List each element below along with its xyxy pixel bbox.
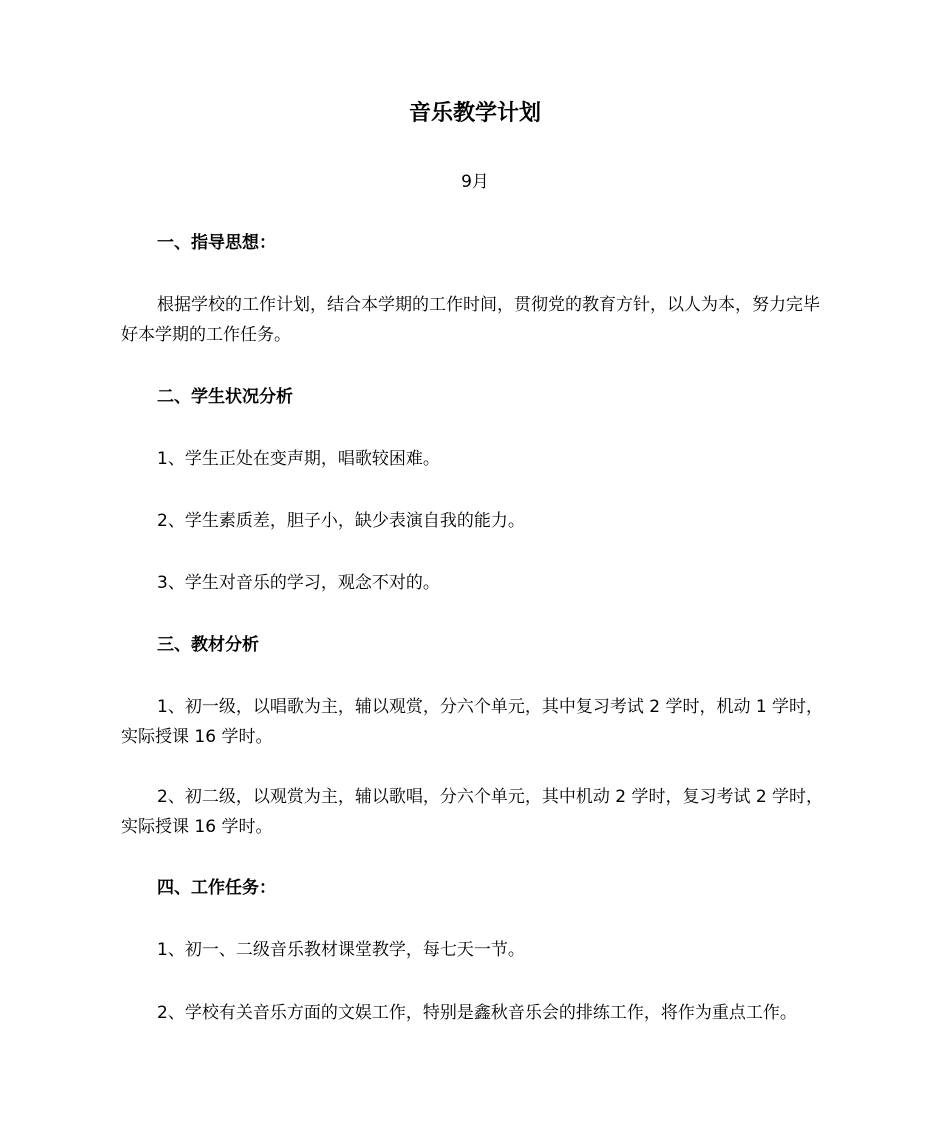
section-heading: 四、工作任务： xyxy=(157,878,276,898)
list-item: 1、初一级，以唱歌为主，辅以观赏，分六个单元，其中复习考试 2 学时，机动 1 学时，实际授课 16 学时。 xyxy=(121,697,824,747)
paragraph: 根据学校的工作计划，结合本学期的工作时间，贯彻党的教育方针，以人为本，努力完毕好本学期的工作任务。 xyxy=(121,295,820,345)
document-date: 9月 xyxy=(461,172,489,192)
list-item: 2、学校有关音乐方面的文娱工作，特别是鑫秋音乐会的排练工作，将作为重点工作。 xyxy=(157,1003,797,1023)
list-item: 1、学生正处在变声期，唱歌较困难。 xyxy=(157,449,440,469)
list-item: 2、学生素质差，胆子小，缺少表演自我的能力。 xyxy=(157,511,525,531)
section-heading: 一、指导思想： xyxy=(157,233,276,253)
list-item: 2、初二级，以观赏为主，辅以歌唱，分六个单元，其中机动 2 学时，复习考试 2 学时，实际授课 16 学时。 xyxy=(121,787,824,837)
section-heading: 二、学生状况分析 xyxy=(157,387,293,407)
document-title: 音乐教学计划 xyxy=(408,101,541,126)
list-item: 1、初一、二级音乐教材课堂教学，每七天一节。 xyxy=(157,940,525,960)
section-heading: 三、教材分析 xyxy=(157,635,259,655)
list-item: 3、学生对音乐的学习，观念不对的。 xyxy=(157,573,440,593)
